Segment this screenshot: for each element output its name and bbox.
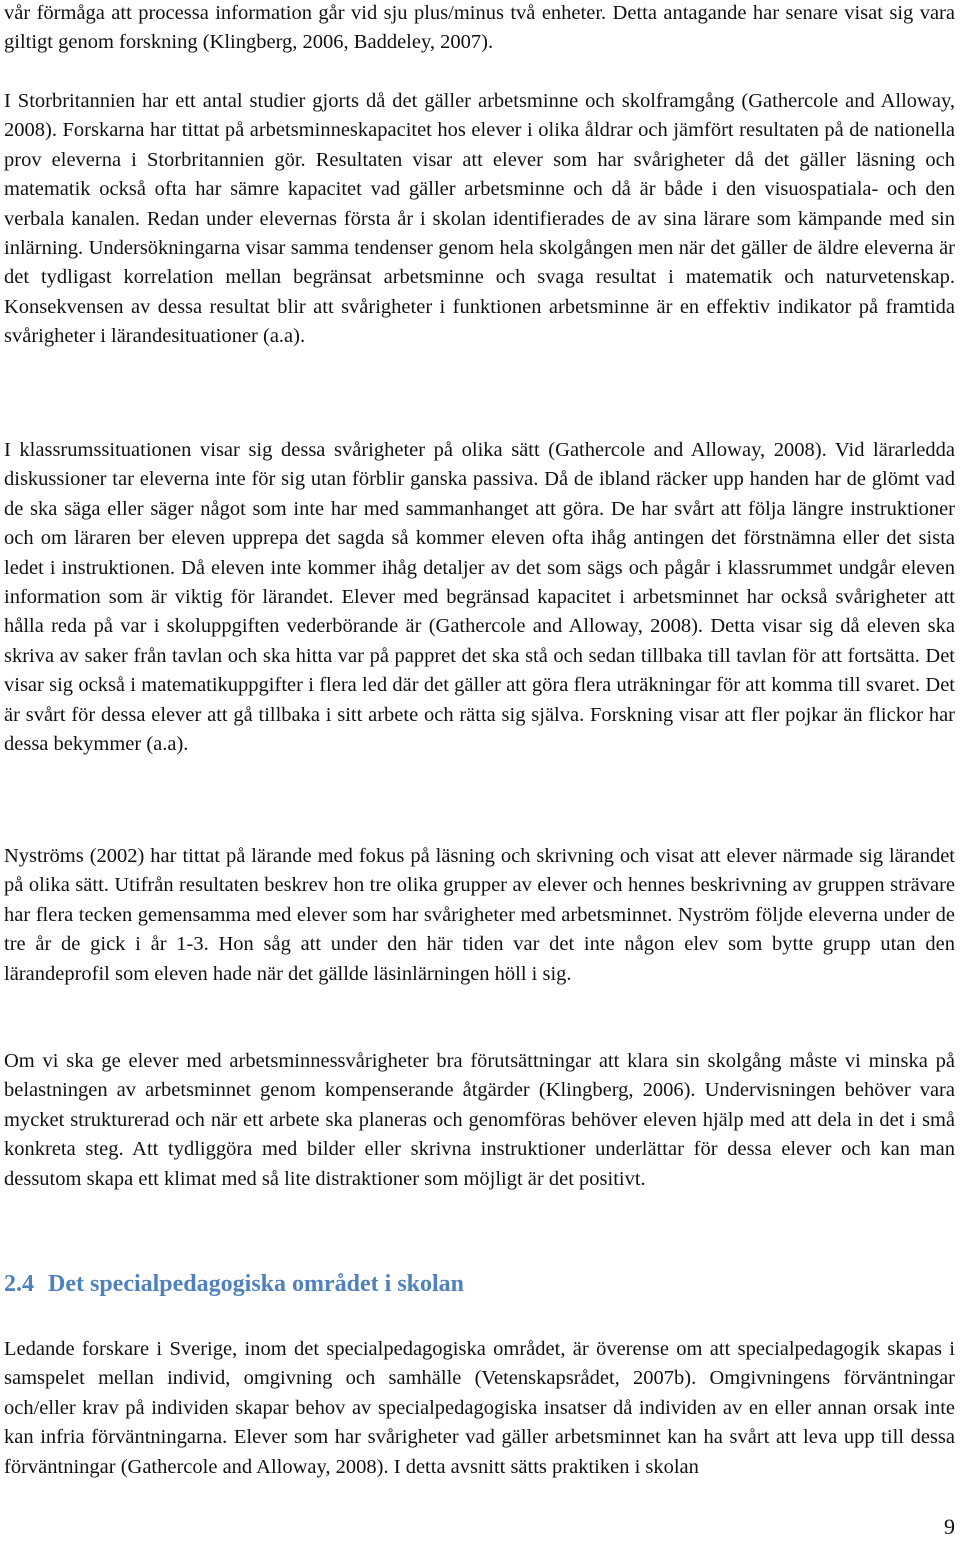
paragraph-special-education: Ledande forskare i Sverige, inom det specialpedagogiska området, är överense om att specialpedagogik skapas i samspelet mellan individ, omgivning och samhälle (Vetenskapsrådet, 2007b). Omgivningens förväntningar och/eller krav på individen skapar behov av specialpedagogiska insatser då individen av en eller annan orsak inte kan infria förväntningarna. Elever som har svårigheter vad gäller arbetsminnet kan ha svårt att leva upp till dessa förväntningar (Gathercole and Alloway, 2008). I detta avsnitt sätts praktiken i skolan xyxy=(4,1338,955,1478)
paragraph-nystrom-study: Nyströms (2002) har tittat på lärande med fokus på läsning och skrivning och visat att elever närmade sig lärandet på olika sätt. Utifrån resultaten beskrev hon tre olika grupper av elever och hennes beskrivning av gruppen strävare har flera tecken gemensamma med elever som har svårigheter med arbetsminnet. Nyström följde eleverna under de tre år de gick i år 1-3. Hon såg att under den här tiden var det inte någon elev som bytte grupp utan den lärandeprofil som eleven hade när det gällde läsinlärningen höll i sig. xyxy=(4,845,955,985)
paragraph-memory-capacity: vår förmåga att processa information går vid sju plus/minus två enheter. Detta antagande har senare visat sig vara giltigt genom forskning (Klingberg, 2006, Baddeley, 2007). xyxy=(4,2,955,54)
paragraph-uk-studies: I Storbritannien har ett antal studier gjorts då det gäller arbetsminne och skolframgång (Gathercole and Alloway, 2008). Forskarna har tittat på arbetsminneskapacitet hos elever i olika åldrar och jämfört resultaten på de nationella prov eleverna i Storbritannien gör. Resultaten visar att elever som har svårigheter då det gäller läsning och matematik också ofta har sämre kapacitet vad gäller arbetsminne och då är både i den visuospatiala- och den verbala kanalen. Redan under elevernas första år i skolan identifierades de av sina lärare som kämpande med sin inlärning. Undersökningarna visar samma tendenser genom hela skolgången men när det gäller de äldre eleverna är det tydligast korrelation mellan begränsat arbetsminne och svaga resultat i matematik och naturvetenskap. Konsekvensen av dessa resultat blir att svårigheter i funktionen arbetsminne är en effektiv indikator på framtida svårigheter i lärandesituationer (a.a). xyxy=(4,90,955,348)
section-title: Det specialpedagogiska området i skolan xyxy=(48,1271,465,1297)
paragraph-compensating-measures: Om vi ska ge elever med arbetsminnessvårigheter bra förutsättningar att klara sin skolgång måste vi minska på belastningen av arbetsminnet genom kompenserande åtgärder (Klingberg, 2006). Undervisningen behöver vara mycket strukturerad och när ett arbete ska planeras och genomföras behöver eleven hjälp med att dela in det i små konkreta steg. Att tydliggöra med bilder eller skrivna instruktioner underlättar för dessa elever och kan man dessutom skapa ett klimat med så lite distraktioner som möjligt är det positivt. xyxy=(4,1050,955,1190)
paragraph-classroom-situation: I klassrumssituationen visar sig dessa svårigheter på olika sätt (Gathercole and Alloway, 2008). Vid lärarledda diskussioner tar eleverna inte för sig utan förblir ganska passiva. Då de ibland räcker upp handen har de glömt vad de ska säga eller säger något som inte har med sammanhanget att göra. De har svårt att följa längre instruktioner och om läraren ber eleven upprepa det sagda så kommer eleven ofta ihåg antingen det förstnämna eller det sista ledet i instruktionen. Då eleven inte kommer ihåg detaljer av det som sägs och pågår i klassrummet undgår eleven information som är viktig för lärandet. Elever med begränsad kapacitet i arbetsminnet har också svårigheter att hålla reda på var i skoluppgiften vederbörande är (Gathercole and Alloway, 2008). Detta visar sig då eleven ska skriva av saker från tavlan och ska hitta var på pappret det ska stå och sedan tillbaka till tavlan för att fortsätta. Det visar sig också i matematikuppgifter i flera led där det gäller att göra flera uträkningar för att komma till svaret. Det är svårt för dessa elever att gå tillbaka i sitt arbete och rätta sig själva. Forskning visar att fler pojkar än flickor har dessa bekymmer (a.a). xyxy=(4,439,955,756)
page-number: 9 xyxy=(944,1514,955,1539)
section-heading xyxy=(4,1268,464,1300)
section-number: 2.4 xyxy=(4,1271,34,1297)
